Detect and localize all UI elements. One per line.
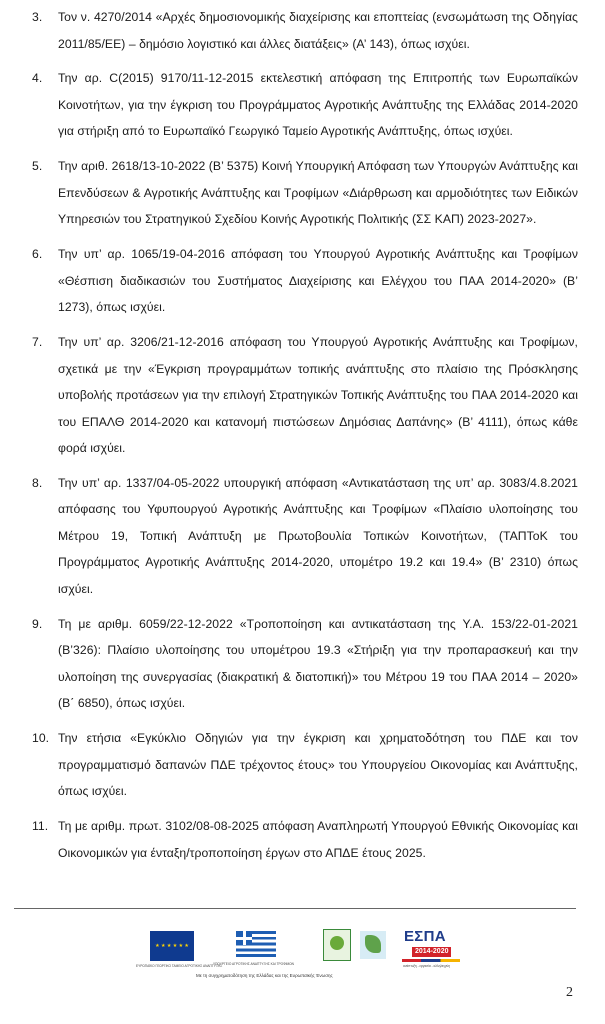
ministry-logo-caption: ΥΠΟΥΡΓΕΙΟ ΑΓΡΟΤΙΚΗΣ ΑΝΑΠΤΥΞΗΣ ΚΑΙ ΤΡΟΦΙΜΩΝ [213,962,294,966]
list-item-text: Τον ν. 4270/2014 «Αρχές δημοσιονομικής διαχείρισης και εποπτείας (ενσωμάτωση της Οδηγίας 2011/85/ΕΕ) – δημόσιο λογιστικό και άλλες διατάξεις» (Α’ 143), όπως ισχύει. [58,10,578,51]
list-item-number: 6. [32,247,43,262]
list-item-number: 7. [32,335,43,350]
espa-wordmark: ΕΣΠΑ [404,928,446,945]
footer-divider [14,908,576,909]
eu-flag-logo [150,931,194,961]
page-number: 2 [566,985,573,1000]
list-item [30,725,578,805]
greek-flag-logo [236,931,276,957]
espa-logo [402,929,462,965]
leader-logo [323,929,351,961]
list-item-text: Την αριθ. 2618/13-10-2022 (Β’ 5375) Κοινή Υπουργική Απόφαση των Υπουργών Ανάπτυξης και Επενδύσεων & Αγροτικής Ανάπτυξης και Τροφίμων «Διάρθρωση και αρμοδιότητες των Ειδικών Υπηρεσιών του Στρατηγικού Σχεδίου Κοινής Αγροτικής Πολιτικής (ΣΣ ΚΑΠ) 2023-2027». [58,159,578,227]
list-item-text: Την αρ. C(2015) 9170/11-12-2015 εκτελεστική απόφαση της Επιτροπής των Ευρωπαϊκών Κοινοτήτων, για την έγκριση του Προγράμματος Αγροτικής Ανάπτυξης της Ελλάδας 2014-2020 για στήριξη από το Ευρωπαϊκό Γεωργικό Ταμείο Αγροτικής Ανάπτυξης, όπως ισχύει. [58,71,578,139]
list-item-text: Τη με αριθμ. 6059/22-12-2022 «Τροποποίηση και αντικατάσταση της Υ.Α. 153/22-01-2021 (Β’326): Πλαίσιο υλοποίησης του υπομέτρου 19.3 «Στήριξη για την προπαρασκευή και την υλοποίηση της συνεργασίας (διακρατική & διατοπική)» του Μέτρου 19 του ΠΑΑ 2014 – 2020» (Β΄ 6850), όπως ισχύει. [58,616,578,711]
list-item-text: Τη με αριθμ. πρωτ. 3102/08-08-2025 απόφαση Αναπληρωτή Υπουργού Εθνικής Οικονομίας και Οικονομικών για ένταξη/τροποποίηση έργων στο ΑΠΔΕ έτους 2025. [58,819,578,860]
eu-stars-icon: ★ ★ ★ ★ ★ ★ [155,943,189,949]
list-item-number: 8. [32,475,43,490]
legal-references-list [30,4,578,875]
list-item-number: 4. [32,71,43,86]
espa-logo-caption: ανάπτυξη - εργασία - αλληλεγγύη [403,964,451,968]
list-item [30,611,578,717]
list-item [30,470,578,603]
list-item-text: Την ετήσια «Εγκύκλιο Οδηγιών για την έγκριση και χρηματοδότηση του ΠΔΕ και τον προγραμματισμό δαπανών ΠΔΕ τρέχοντος έτους» του Υπουργείου Οικονομίας και Ανάπτυξης, όπως ισχύει. [58,731,578,799]
espa-years: 2014-2020 [412,947,451,957]
list-item-text: Την υπ’ αρ. 1065/19-04-2016 απόφαση του Υπουργού Αγροτικής Ανάπτυξης και Τροφίμων «Θέσπιση διαδικασιών του Συστήματος Διαχείρισης και Ελέγχου του ΠΑΑ 2014-2020» (Β’ 1273), όπως ισχύει. [58,247,578,315]
list-item-number: 11. [32,819,49,834]
list-item [30,153,578,233]
funding-logos [136,928,468,969]
list-item-number: 9. [32,616,43,631]
list-item-number: 5. [32,159,43,174]
list-item [30,329,578,462]
espa-color-bar [402,959,460,962]
list-item [30,4,578,57]
list-item [30,65,578,145]
list-item [30,813,578,866]
greek-cross-icon [236,931,252,945]
list-item-text: Την υπ’ αρ. 1337/04-05-2022 υπουργική απόφαση «Αντικατάσταση της υπ’ αρ. 3083/4.8.2021 απόφασης του Υφυπουργού Αγροτικής Ανάπτυξης και Τροφίμων «Πλαίσιο υλοποίησης του Μέτρου 19, Τοπική Ανάπτυξη με Πρωτοβουλία Τοπικών Κοινοτήτων, (ΤΑΠΤοΚ του Προγράμματος Αγροτικής Ανάπτυξης 2014-2020, υπομέτρο 19.2 και 19.4» (Β’ 2310) όπως ισχύει. [58,475,578,596]
list-item-text: Την υπ’ αρ. 3206/21-12-2016 απόφαση του Υπουργού Αγροτικής Ανάπτυξης και Τροφίμων, σχετικά με την «Έγκριση προγραμμάτων τοπικής ανάπτυξης στο πλαίσιο της Πρόσκλησης υποβολής προτάσεων για την επιλογή Στρατηγικών Τοπικής Ανάπτυξης του ΠΑΑ 2014-2020 και του ΕΠΑΛΘ 2014-2020 και κατανομή πιστώσεων Δημόσιας Δαπάνης» (Β’ 4111), όπως κάθε φορά ισχύει. [58,335,578,456]
rural-development-logo [360,931,386,959]
eu-logo-caption: ΕΥΡΩΠΑΪΚΟ ΓΕΩΡΓΙΚΟ ΤΑΜΕΙΟ ΑΓΡΟΤΙΚΗΣ ΑΝΑΠΤΥΞΗΣ [136,964,223,968]
cofinancing-caption: Με τη συγχρηματοδότηση της Ελλάδας και της Ευρωπαϊκής Ένωσης [196,973,333,978]
list-item-number: 10. [32,731,50,746]
list-item [30,241,578,321]
list-item-number: 3. [32,10,43,24]
